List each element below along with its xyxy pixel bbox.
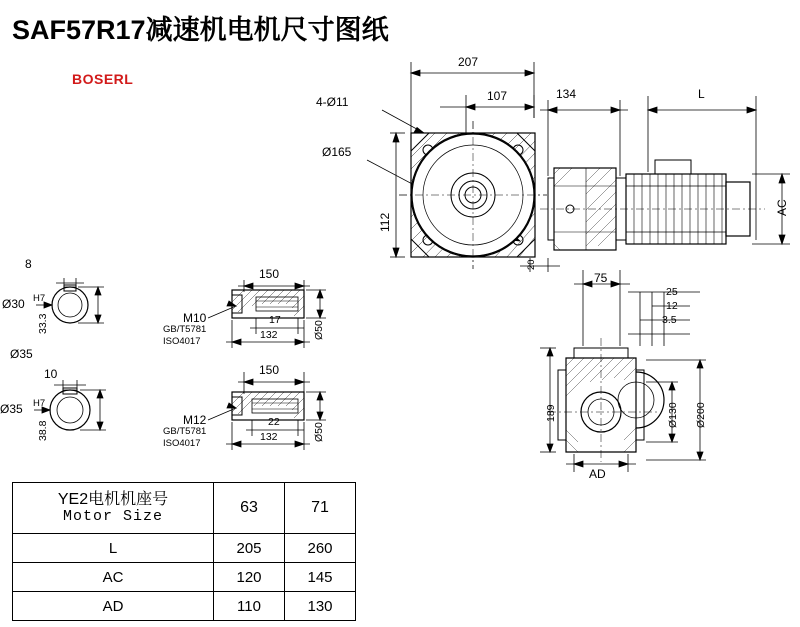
dim-front-d200: Ø200	[695, 402, 707, 428]
dim-front-35: 3.5	[662, 314, 677, 326]
dim-shaft1-dia: Ø30	[2, 297, 25, 311]
dim-shaft1-height: 33.3	[37, 313, 49, 334]
table-size-71: 71	[285, 483, 356, 534]
table-AD-63: 110	[214, 592, 285, 621]
dim-motor-AC: AC	[775, 199, 789, 216]
dim-hollow1-bolt: M10	[183, 311, 207, 325]
table-L-71: 260	[285, 534, 356, 563]
table-row	[13, 563, 356, 592]
table-header-cn: YE2电机机座号	[57, 490, 169, 508]
dim-shaft2-key-width: 10	[44, 367, 58, 381]
dim-shaft2-dia: Ø35	[0, 402, 23, 416]
spec-table	[12, 482, 356, 621]
dim-shaft1-fit: H7	[33, 293, 46, 304]
dim-shaft1-note: Ø35	[10, 347, 33, 361]
dim-hollow1-dia: Ø50	[313, 320, 325, 340]
dim-hollow1-thread: 17	[269, 314, 281, 326]
dim-top-inner: 107	[487, 89, 508, 103]
table-row	[13, 534, 356, 563]
dim-motor-L: L	[698, 87, 705, 101]
table-label-AC: AC	[13, 563, 214, 592]
dim-hollow2-std-gb: GB/T5781	[163, 426, 207, 437]
dim-front-d130: Ø130	[667, 402, 679, 428]
dim-hollow2-thread: 22	[268, 416, 280, 428]
dim-hollow2-dia: Ø50	[313, 422, 325, 442]
page-title: SAF57R17减速机电机尺寸图纸	[12, 15, 389, 45]
table-size-63: 63	[214, 483, 285, 534]
table-AD-71: 130	[285, 592, 356, 621]
dim-hollow1-len132: 132	[260, 329, 278, 341]
table-label-L: L	[13, 534, 214, 563]
table-row	[13, 592, 356, 621]
dim-shaft1-key-width: 8	[25, 257, 32, 271]
dim-gearbox-134: 134	[556, 87, 577, 101]
table-header-en: Motor Size	[62, 507, 163, 525]
dim-shaft2-height: 38.8	[37, 420, 49, 441]
dim-hollow1-std-gb: GB/T5781	[163, 324, 207, 335]
dim-hollow1-std-iso: ISO4017	[163, 336, 201, 347]
table-row	[13, 483, 356, 534]
brand-logo: BOSERL	[72, 71, 134, 87]
dim-front-75: 75	[594, 271, 608, 285]
dim-hollow1-length: 150	[259, 267, 280, 281]
table-AC-71: 145	[285, 563, 356, 592]
dim-hollow2-len132: 132	[260, 431, 278, 443]
dim-hollow2-length: 150	[259, 363, 280, 377]
dim-top-overall: 207	[458, 55, 479, 69]
dim-front-12: 12	[666, 300, 678, 312]
dim-offset-20: 20	[526, 259, 537, 270]
dim-flange-holes: 4-Ø11	[316, 95, 349, 109]
table-L-63: 205	[214, 534, 285, 563]
dim-hollow2-std-iso: ISO4017	[163, 438, 201, 449]
dim-shaft2-fit: H7	[33, 398, 46, 409]
dim-height-112: 112	[378, 212, 392, 232]
dim-front-25: 25	[666, 286, 678, 298]
dim-front-189: 189	[545, 404, 557, 422]
table-AC-63: 120	[214, 563, 285, 592]
dim-front-AD: AD	[589, 467, 606, 481]
dim-flange-dia: Ø165	[322, 145, 352, 159]
table-header-motor-size	[13, 483, 214, 534]
table-label-AD: AD	[13, 592, 214, 621]
dim-hollow2-bolt: M12	[183, 413, 207, 427]
